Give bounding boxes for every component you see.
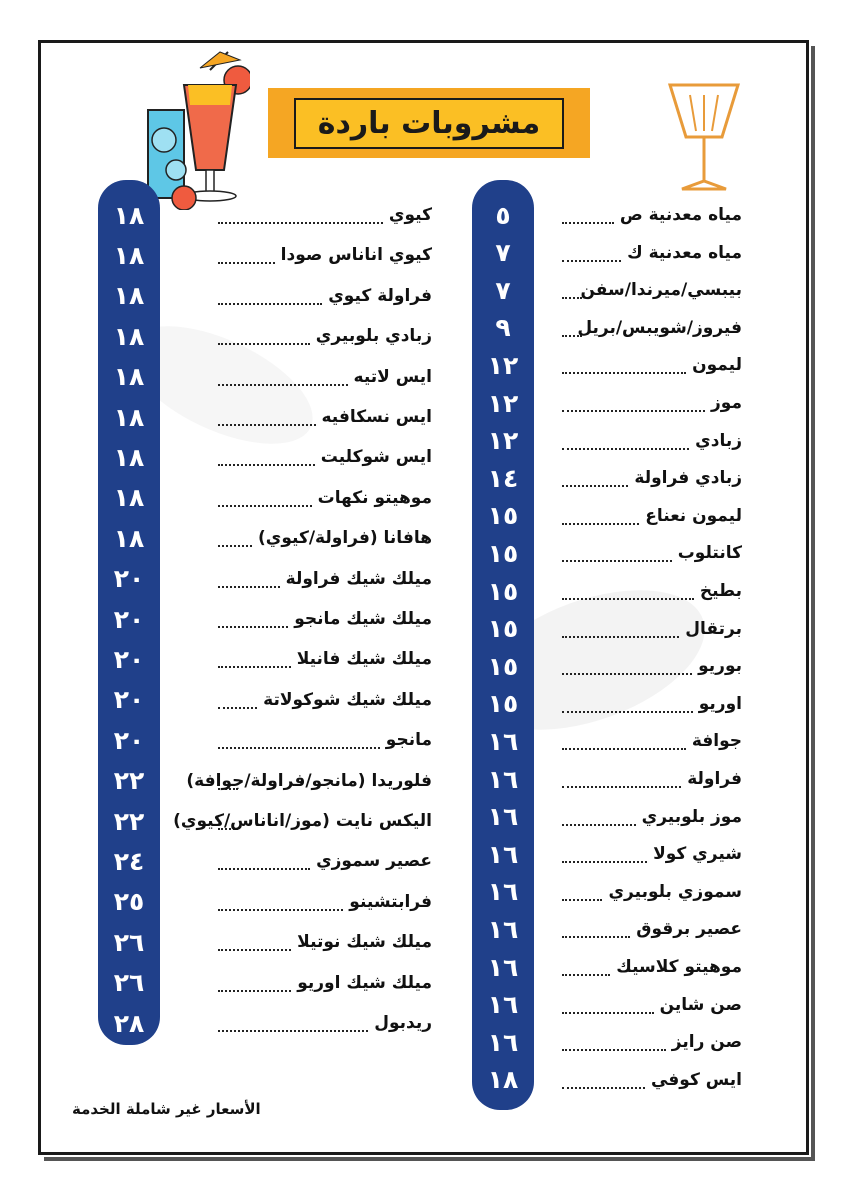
- menu-item-price: ١٨: [113, 442, 145, 472]
- leader-dots: [562, 410, 705, 412]
- leader-dots: [562, 861, 647, 863]
- menu-item-price: ٢٠: [113, 725, 145, 755]
- menu-item: [98, 923, 432, 961]
- leader-dots: [218, 666, 291, 668]
- menu-item: [472, 422, 742, 460]
- menu-item-name: بوريو: [698, 656, 742, 677]
- menu-item: [98, 802, 432, 840]
- menu-item-price: ١٥: [487, 614, 519, 644]
- menu-item-name: فيروز/شويبس/بريل: [577, 317, 742, 338]
- leader-dots: [562, 936, 630, 938]
- leader-dots: [218, 545, 252, 547]
- menu-item: [98, 438, 432, 476]
- menu-item-price: ١٦: [487, 877, 519, 907]
- menu-item: [472, 798, 742, 836]
- menu-item: [472, 760, 742, 798]
- leader-dots: [562, 974, 610, 976]
- menu-item-price: ٢٦: [113, 927, 145, 957]
- menu-item-price: ١٢: [487, 426, 519, 456]
- menu-item-name: زبادي: [695, 430, 742, 451]
- menu-item: [472, 1023, 742, 1061]
- menu-item: [98, 317, 432, 355]
- menu-item: [472, 910, 742, 948]
- menu-item-price: ١٢: [487, 350, 519, 380]
- leader-dots: [562, 1049, 666, 1051]
- menu-item-price: ١٦: [487, 726, 519, 756]
- menu-item: [472, 647, 742, 685]
- menu-item-price: ١٨: [113, 281, 145, 311]
- menu-item: [472, 309, 742, 347]
- menu-item-price: ١٦: [487, 1027, 519, 1057]
- leader-dots: [562, 673, 692, 675]
- menu-item-name: ايس شوكليت: [320, 447, 432, 468]
- menu-item-price: ٢٨: [113, 1008, 145, 1038]
- menu-item: [98, 600, 432, 638]
- menu-item-price: ١٤: [487, 463, 519, 493]
- menu-item-price: ١٦: [487, 952, 519, 982]
- menu-item-price: ١٥: [487, 501, 519, 531]
- leader-dots: [218, 949, 291, 951]
- menu-item-price: ١٥: [487, 651, 519, 681]
- menu-item: [472, 986, 742, 1024]
- menu-item-name: موهيتو كلاسيك: [616, 957, 742, 977]
- menu-item-price: ١٨: [113, 362, 145, 392]
- menu-item-price: ١٦: [487, 764, 519, 794]
- menu-item-price: ٢٤: [113, 846, 145, 876]
- menu-item-price: ١٨: [113, 240, 145, 270]
- menu-item-price: ٧: [495, 238, 511, 268]
- menu-item-name: ميلك شيك اوريو: [297, 972, 432, 993]
- leader-dots: [218, 626, 288, 628]
- menu-item-price: ١٦: [487, 802, 519, 832]
- menu-item-name: عصير برقوق: [636, 919, 742, 940]
- leader-dots: [562, 297, 582, 299]
- menu-item-name: ايس كوفي: [650, 1069, 742, 1090]
- menu-item: [98, 721, 432, 759]
- menu-item-price: ١٥: [487, 689, 519, 719]
- menu-item-name: بطيخ: [699, 581, 742, 601]
- menu-item-name: سموزي بلوبيري: [608, 881, 742, 902]
- menu-item: [98, 236, 432, 274]
- menu-item: [98, 681, 432, 719]
- leader-dots: [562, 711, 693, 713]
- menu-item-price: ٧: [495, 275, 511, 305]
- leader-dots: [218, 707, 257, 709]
- menu-item-name: موز بلوبيري: [641, 806, 742, 827]
- menu-item-name: ميلك شيك مانجو: [294, 609, 432, 629]
- menu-item-price: ٥: [495, 200, 511, 230]
- menu-item-price: ٩: [495, 313, 511, 343]
- leader-dots: [218, 222, 383, 224]
- menu-item-name: فراولة كيوي: [328, 285, 432, 306]
- menu-item: [472, 835, 742, 873]
- leader-dots: [218, 303, 322, 305]
- menu-item: [472, 384, 742, 422]
- menu-item-price: ٢٦: [113, 968, 145, 998]
- menu-item: [472, 534, 742, 572]
- leader-dots: [218, 909, 343, 911]
- menu-item: [472, 271, 742, 309]
- menu-item: [98, 842, 432, 880]
- menu-item-name: ميلك شيك فراولة: [285, 568, 432, 589]
- leader-dots: [218, 586, 280, 588]
- menu-item-name: زبادي بلوبيري: [315, 326, 432, 347]
- leader-dots: [562, 1012, 654, 1014]
- menu-item: [472, 948, 742, 986]
- leader-dots: [562, 372, 686, 374]
- menu-item: [472, 572, 742, 610]
- menu-item-price: ١٨: [487, 1065, 519, 1095]
- menu-item-name: ميلك شيك شوكولاتة: [263, 689, 432, 710]
- menu-item: [98, 398, 432, 436]
- menu-item: [98, 196, 432, 234]
- leader-dots: [562, 636, 679, 638]
- menu-item-price: ١٢: [487, 388, 519, 418]
- menu-item-price: ١٦: [487, 914, 519, 944]
- menu-item-name: صن شاين: [659, 994, 742, 1015]
- menu-item-price: ١٥: [487, 538, 519, 568]
- menu-item-name: برتقال: [685, 618, 742, 639]
- menu-item-name: مياه معدنية ص: [619, 205, 742, 225]
- menu-item-name: كيوي اناناس صودا: [280, 245, 432, 266]
- leader-dots: [562, 1087, 645, 1089]
- leader-dots: [218, 747, 380, 749]
- menu-item-name: ميلك شيك فانيلا: [296, 649, 432, 670]
- menu-item-name: ليمون: [692, 355, 742, 376]
- leader-dots: [562, 786, 681, 788]
- menu-item-name: زبادي فراولة: [634, 468, 742, 489]
- menu-item-name: فلوريدا (مانجو/فراولة/جوافة): [186, 770, 432, 791]
- menu-item-price: ١٦: [487, 839, 519, 869]
- leader-dots: [218, 343, 310, 345]
- leader-dots: [562, 899, 602, 901]
- leader-dots: [218, 868, 310, 870]
- menu-item-name: بيبسي/ميرندا/سفن: [580, 280, 742, 301]
- menu-item-name: ايس نسكافيه: [321, 407, 432, 427]
- menu-item: [472, 873, 742, 911]
- menu-item-name: ايس لاتيه: [353, 366, 432, 387]
- menu-item-name: فرابتشينو: [349, 891, 432, 912]
- menu-item-price: ١٨: [113, 402, 145, 432]
- menu-item: [472, 722, 742, 760]
- leader-dots: [218, 384, 348, 386]
- menu-item-name: موهيتو نكهات: [317, 487, 432, 508]
- menu-item: [98, 762, 432, 800]
- menu-item-name: شيري كولا: [653, 844, 742, 865]
- menu-item-name: اليكس نايت (موز/اناناس/كيوي): [173, 811, 432, 831]
- leader-dots: [562, 523, 639, 525]
- menu-item: [98, 640, 432, 678]
- menu-item-name: كانتلوب: [677, 543, 742, 564]
- service-note: الأسعار غير شاملة الخدمة: [72, 1100, 261, 1118]
- menu-item-price: ١٨: [113, 321, 145, 351]
- menu-item-name: فراولة: [687, 769, 742, 789]
- menu-item-price: ٢٥: [113, 887, 145, 917]
- menu-item-price: ١٨: [113, 200, 145, 230]
- menu-item-name: صن رايز: [671, 1032, 742, 1053]
- menu-item: [98, 277, 432, 315]
- menu-item: [472, 685, 742, 723]
- menu-item-name: ميلك شيك نوتيلا: [297, 932, 432, 953]
- menu-item: [98, 479, 432, 517]
- menu-item-name: كيوي: [388, 205, 432, 225]
- menu-item: [98, 883, 432, 921]
- leader-dots: [218, 464, 315, 466]
- menu-item-price: ٢٠: [113, 685, 145, 715]
- menu-item-name: ليمون نعناع: [645, 505, 742, 526]
- page-title: مشروبات باردة: [294, 98, 564, 149]
- menu-item: [98, 1004, 432, 1042]
- leader-dots: [562, 598, 694, 600]
- menu-item: [472, 459, 742, 497]
- menu-item-price: ٢٠: [113, 564, 145, 594]
- menu-item: [98, 560, 432, 598]
- menu-item-price: ٢٠: [113, 644, 145, 674]
- menu-item-name: موز: [711, 393, 742, 413]
- title-banner: [268, 88, 590, 158]
- leader-dots: [218, 424, 316, 426]
- leader-dots: [562, 260, 621, 262]
- menu-item: [472, 346, 742, 384]
- cocktail-icon: [140, 50, 250, 210]
- menu-item: [98, 519, 432, 557]
- menu-item-price: ١٨: [113, 483, 145, 513]
- leader-dots: [562, 448, 689, 450]
- menu-item-name: هافانا (فراولة/كيوي): [258, 528, 432, 549]
- leader-dots: [218, 505, 312, 507]
- leader-dots: [218, 1030, 368, 1032]
- leader-dots: [562, 222, 614, 224]
- menu-item-name: عصير سموزي: [316, 851, 432, 872]
- glass-icon: [662, 75, 747, 200]
- menu-item: [98, 358, 432, 396]
- menu-item-name: مانجو: [385, 730, 432, 751]
- leader-dots: [562, 748, 686, 750]
- leader-dots: [218, 262, 275, 264]
- menu-item-price: ٢٢: [113, 766, 145, 796]
- menu-item-price: ٢٠: [113, 604, 145, 634]
- leader-dots: [562, 824, 636, 826]
- menu-item-name: مياه معدنية ك: [627, 242, 742, 263]
- menu-item: [472, 610, 742, 648]
- menu-item-name: اوريو: [698, 693, 742, 714]
- menu-item-price: ١٦: [487, 990, 519, 1020]
- menu-item-name: جوافة: [691, 731, 742, 752]
- menu-item-price: ١٨: [113, 523, 145, 553]
- leader-dots: [562, 560, 672, 562]
- leader-dots: [218, 990, 291, 992]
- menu-item: [472, 196, 742, 234]
- menu-item: [98, 964, 432, 1002]
- menu-item: [472, 497, 742, 535]
- leader-dots: [562, 485, 628, 487]
- menu-item-price: ٢٢: [113, 806, 145, 836]
- menu-item: [472, 234, 742, 272]
- menu-item-price: ١٥: [487, 576, 519, 606]
- menu-item-name: ريدبول: [374, 1013, 432, 1033]
- menu-item: [472, 1061, 742, 1099]
